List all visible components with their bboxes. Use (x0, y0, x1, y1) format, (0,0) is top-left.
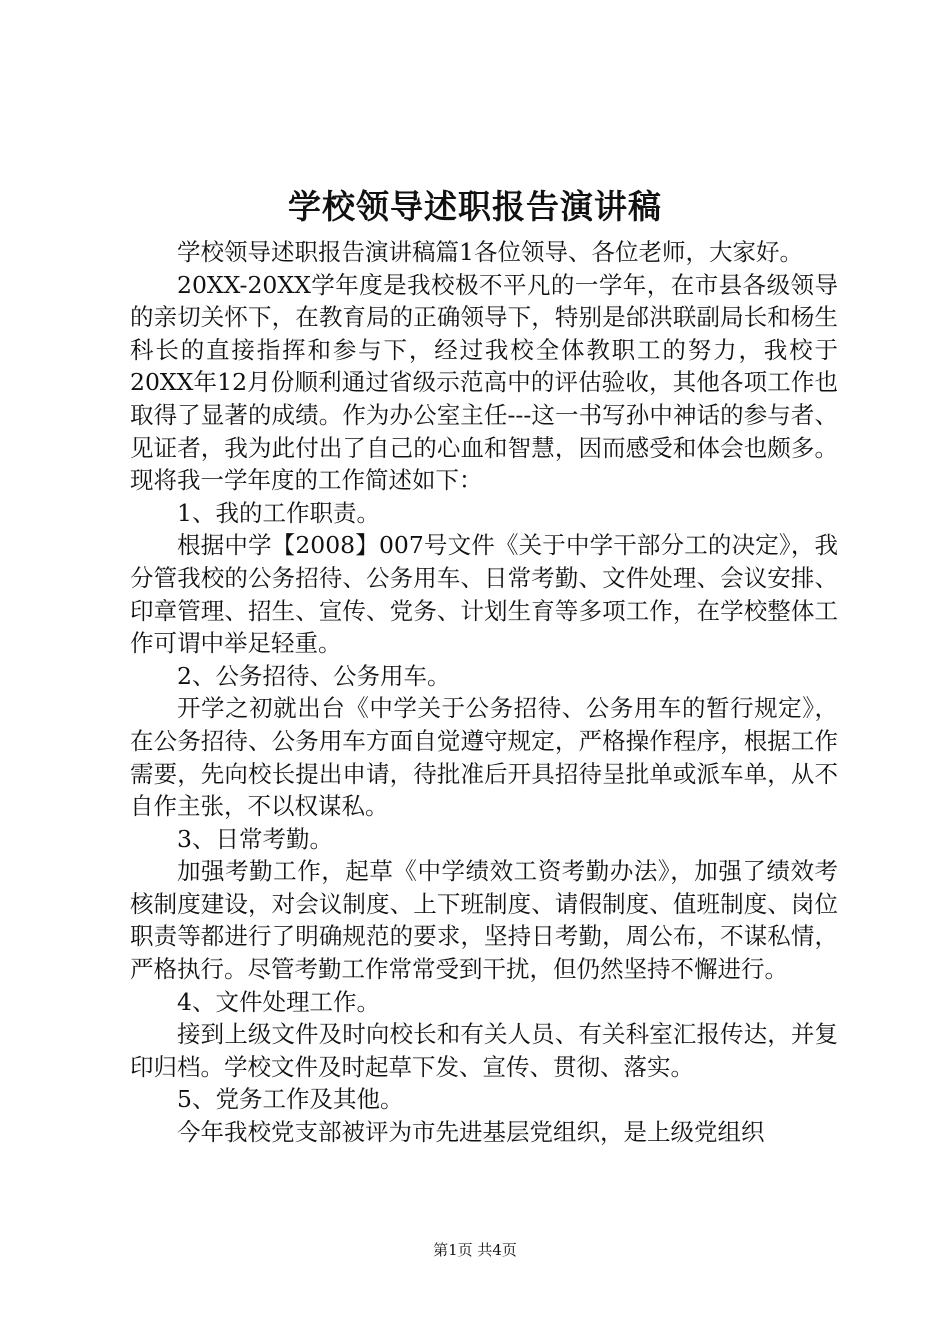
section-heading: 3、日常考勤。 (177, 824, 333, 853)
paragraph: 20XX-20XX学年度是我校极不平凡的一学年，在市县各级领导的亲切关怀下，在教育局的正确领导下，特别是邰洪联副局长和杨生科长的直接指挥和参与下，经过我校全体教职工的努力，我校于20XX年12月份顺利通过省级示范高中的评估验收，其他各项工作也取得了显著的成绩。作为办公室主任---这一书写孙中神话的参与者、见证者，我为此付出了自己的心血和智慧，因而感受和体会也颇多。现将我一学年度的工作简述如下： (130, 270, 838, 495)
section-heading: 2、公务招待、公务用车。 (177, 661, 451, 690)
paragraph: 加强考勤工作，起草《中学绩效工资考勤办法》，加强了绩效考核制度建设，对会议制度、上下班制度、请假制度、值班制度、岗位职责等都进行了明确规范的要求，坚持日考勤，周公布，不谋私情，严格执行。尽管考勤工作常常受到干扰，但仍然坚持不懈进行。 (130, 857, 838, 984)
paragraph: 今年我校党支部被评为市先进基层党组织，是上级党组织 (177, 1118, 765, 1147)
section-heading: 5、党务工作及其他。 (177, 1085, 404, 1114)
document-body (130, 236, 838, 1149)
document-title: 学校领导述职报告演讲稿 (288, 187, 662, 226)
section-heading: 4、文件处理工作。 (177, 987, 380, 1016)
paragraph: 根据中学【2008】007号文件《关于中学干部分工的决定》，我分管我校的公务招待、公务用车、日常考勤、文件处理、会议安排、印章管理、招生、宣传、党务、计划生育等多项工作，在学校整体工作可谓中举足轻重。 (130, 531, 838, 658)
paragraph: 接到上级文件及时向校长和有关人员、有关科室汇报传达，并复印归档。学校文件及时起草下发、宣传、贯彻、落实。 (130, 1020, 838, 1081)
page-footer: 第1页 共4页 (433, 1241, 517, 1259)
paragraph: 开学之初就出台《中学关于公务招待、公务用车的暂行规定》，在公务招待、公务用车方面自觉遵守规定，严格操作程序，根据工作需要，先向校长提出申请，待批准后开具招待呈批单或派车单，从不自作主张，不以权谋私。 (130, 694, 838, 821)
paragraph: 学校领导述职报告演讲稿篇1各位领导、各位老师，大家好。 (177, 238, 803, 266)
section-heading: 1、我的工作职责。 (177, 498, 380, 527)
